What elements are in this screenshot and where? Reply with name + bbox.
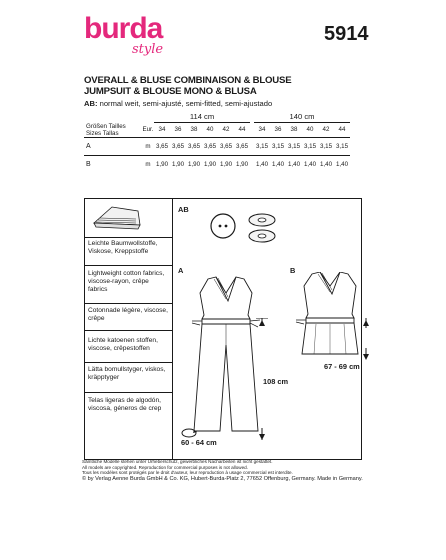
value-cell: 1,40: [254, 155, 270, 173]
column-divider: [172, 198, 173, 460]
hem-measure-a: 60 - 64 cm: [181, 438, 217, 447]
size-cell: 44: [338, 126, 346, 134]
size-cell: 40: [206, 126, 214, 134]
fabric-text-es: Telas ligeras de algodón, viscosa, géneros de crep: [88, 397, 162, 412]
divider: [84, 303, 172, 304]
size-cell: 36: [274, 126, 282, 134]
size-cell: 40: [306, 126, 314, 134]
fabric-text-de: Leichte Baumwollstoffe, Viskose, Kreppstoffe: [88, 240, 158, 255]
table-width-header: [84, 111, 350, 123]
size-cell: 38: [290, 126, 298, 134]
table-row: [84, 155, 350, 173]
sizes-label: [84, 123, 142, 138]
view-a-label: A: [178, 266, 184, 275]
size-cell: 34: [258, 126, 266, 134]
row-label: B: [84, 155, 142, 173]
value-cell: 3,65: [154, 137, 170, 155]
size-cell: 42: [322, 126, 330, 134]
unit-cell: m: [142, 137, 154, 155]
table-sizes-header: [84, 123, 350, 138]
value-cell: 1,90: [154, 155, 170, 173]
length-measure-b: 67 - 69 cm: [324, 362, 360, 371]
value-cell: 1,90: [234, 155, 250, 173]
footer-line: © by Verlag Aenne Burda GmbH & Co. KG, Hubert-Burda-Platz 2, 77652 Offenburg, Germany. Made in Germany.: [82, 476, 363, 483]
brand-logo: burda: [84, 12, 163, 45]
footer-line: Tous les modèles sont protégés par le droit d'auteur, leur reproduction à usage commercial est interdite.: [82, 470, 293, 476]
fabric-text-nl: Lichte katoenen stoffen, viscose, crêpestoffen: [88, 337, 158, 352]
value-cell: 3,15: [318, 137, 334, 155]
value-cell: 1,90: [170, 155, 186, 173]
title-line-2: JUMPSUIT & BLOUSE MONO & BLUSA: [84, 86, 257, 98]
value-cell: 3,15: [254, 137, 270, 155]
fabric-text-sv: Lätta bomullstyger, viskos, kräpptyger: [88, 366, 166, 381]
value-cell: 3,15: [334, 137, 350, 155]
value-cell: 3,65: [218, 137, 234, 155]
divider: [84, 362, 172, 363]
length-arrow-icon: [360, 318, 372, 362]
value-cell: 3,65: [202, 137, 218, 155]
view-b-label: B: [290, 266, 296, 275]
fit-text: normal weit, semi-ajusté, semi-fitted, semi-ajustado: [97, 99, 273, 108]
divider: [84, 392, 172, 393]
snap-fastener-icon: [244, 212, 280, 244]
pattern-number: 5914: [324, 23, 369, 45]
unit-cell: m: [142, 155, 154, 173]
value-cell: 1,40: [334, 155, 350, 173]
value-cell: 1,40: [270, 155, 286, 173]
title-line-1: OVERALL & BLUSE COMBINAISON & BLOUSE: [84, 75, 292, 86]
value-cell: 3,15: [270, 137, 286, 155]
divider: [84, 330, 172, 331]
fabric-text-fr: Cotonnade légère, viscose, crêpe: [88, 307, 168, 322]
table-row: [84, 137, 350, 155]
footer-line: Sämtliche Modelle stehen unter Urheberschutz, gewerbliches Nacharbeiten ist nicht gestattet.: [82, 459, 273, 464]
value-cell: 1,40: [302, 155, 318, 173]
width-140: 140 cm: [254, 111, 350, 123]
value-cell: 3,15: [286, 137, 302, 155]
width-114: 114 cm: [154, 111, 250, 123]
sizes-label-1: Größen Tailles: [86, 122, 126, 130]
value-cell: 1,90: [218, 155, 234, 173]
fabric-text-en: Lightweight cotton fabrics, viscose-rayon, crêpe fabrics: [88, 270, 165, 293]
value-cell: 3,15: [302, 137, 318, 155]
value-cell: 3,65: [170, 137, 186, 155]
length-measure-a: 108 cm: [263, 377, 289, 386]
brand-logo-subtitle: style: [132, 42, 164, 57]
value-cell: 3,65: [234, 137, 250, 155]
fabric-requirements-table: [84, 111, 350, 173]
value-cell: 1,90: [202, 155, 218, 173]
button-icon: [209, 212, 237, 240]
fit-prefix: AB:: [84, 99, 98, 108]
eur-label: Eur.: [142, 126, 154, 133]
size-cell: 38: [190, 126, 198, 134]
garment-titles: [84, 75, 291, 98]
sizes-label-2: Sizes Tallas: [86, 129, 119, 137]
value-cell: 3,65: [186, 137, 202, 155]
notions-label: AB: [178, 205, 189, 214]
value-cell: 1,40: [318, 155, 334, 173]
size-cell: 36: [174, 126, 182, 134]
fabric-swatch-icon: [90, 203, 142, 233]
fit-description: [84, 99, 272, 109]
value-cell: 1,40: [286, 155, 302, 173]
footer-line: All models are copyrighted. Reproduction for commercial purposes is not allowed.: [82, 464, 248, 470]
row-label: A: [84, 137, 142, 155]
size-cell: 44: [238, 126, 246, 134]
value-cell: 1,90: [186, 155, 202, 173]
divider: [84, 265, 172, 266]
divider: [84, 237, 172, 238]
size-cell: 34: [158, 126, 166, 134]
size-cell: 42: [222, 126, 230, 134]
copyright-footer: [82, 459, 382, 483]
